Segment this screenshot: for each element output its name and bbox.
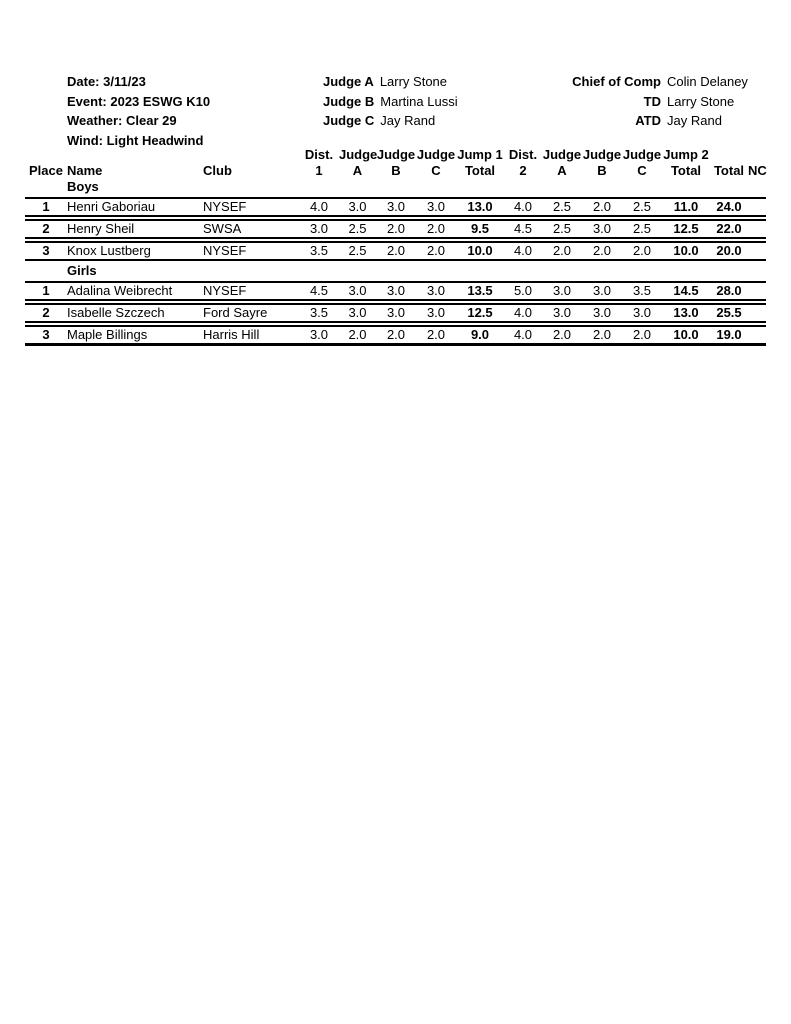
header-club-top (203, 147, 299, 163)
cell-judge-b1: 3.0 (386, 283, 406, 298)
judge-a (323, 72, 458, 92)
info-date (67, 72, 210, 92)
cell-jump2-total: 11.0 (673, 199, 699, 214)
cell-judge-c1: 2.0 (426, 243, 446, 258)
header-club: Club (203, 163, 232, 178)
results-table (25, 147, 766, 348)
header-jump2: Total (670, 163, 702, 178)
cell-jump1-total: 13.0 (467, 199, 493, 214)
cell-judge-b1: 3.0 (386, 305, 406, 320)
section-label-boys: Boys (67, 179, 99, 194)
header-total-top (710, 147, 748, 163)
cell-judge-b1: 2.0 (386, 221, 406, 236)
cell-club: SWSA (203, 221, 242, 236)
cell-nc (748, 306, 766, 320)
cell-name: Henri Gaboriau (67, 199, 156, 214)
td-value: Larry Stone (667, 93, 735, 109)
judge-c-value: Jay Rand (380, 113, 436, 128)
header-nc: NC (748, 163, 767, 178)
cell-nc (748, 244, 766, 258)
judge-a-label: Judge A (323, 74, 374, 89)
cell-judge-c2: 2.0 (632, 327, 652, 342)
cell-jump2-total: 14.5 (673, 283, 699, 298)
cell-dist1: 3.5 (309, 243, 329, 258)
cell-judge-a1: 2.5 (348, 221, 367, 236)
chief-of-comp-value: Colin Delaney (667, 74, 748, 89)
cell-dist2: 4.0 (513, 305, 533, 320)
cell-dist2: 5.0 (513, 283, 533, 298)
cell-judge-c1: 3.0 (426, 283, 446, 298)
cell-club: NYSEF (203, 243, 247, 258)
info-event (67, 92, 210, 112)
table-row (25, 241, 766, 261)
cell-club: Harris Hill (203, 327, 260, 342)
cell-dist1: 4.0 (309, 199, 329, 214)
header-dist1: 1 (315, 163, 323, 178)
cell-dist2: 4.0 (513, 243, 533, 258)
section-row-girls (25, 263, 766, 279)
cell-name: Henry Sheil (67, 221, 135, 236)
header-judge-c2: C (637, 163, 647, 178)
table-row (25, 197, 766, 217)
header-judge-b1-top: Judge (376, 147, 416, 162)
info-date-label: Date: (67, 74, 100, 89)
cell-judge-b1: 3.0 (386, 199, 406, 214)
cell-jump2-total: 10.0 (673, 243, 699, 258)
header-jump2-top: Jump 2 (663, 147, 709, 162)
cell-club: NYSEF (203, 199, 247, 214)
cell-name: Knox Lustberg (67, 243, 151, 258)
info-weather-value: Clear 29 (126, 113, 177, 128)
header-judge-b2-top: Judge (582, 147, 622, 162)
cell-dist1: 3.5 (309, 305, 329, 320)
cell-judge-a2: 2.0 (552, 243, 572, 258)
cell-dist2: 4.0 (513, 327, 533, 342)
cell-judge-a2: 2.5 (552, 221, 572, 236)
cell-jump1-total: 9.5 (470, 221, 490, 236)
cell-total: 28.0 (716, 283, 742, 298)
cell-place: 3 (42, 243, 50, 258)
cell-judge-c2: 2.5 (632, 221, 652, 236)
table-row (25, 219, 766, 239)
cell-dist2: 4.5 (513, 221, 533, 236)
section-row-boys (25, 179, 766, 195)
cell-dist1: 4.5 (309, 283, 329, 298)
header-name: Name (67, 163, 103, 178)
judge-a-value: Larry Stone (379, 74, 448, 89)
header-judge-b1: B (391, 163, 401, 178)
cell-judge-a1: 3.0 (348, 305, 367, 320)
header-judge-a1-top: Judge (339, 147, 378, 162)
cell-total: 24.0 (716, 199, 742, 214)
event-info-block (67, 72, 210, 150)
header-judge-c1-top: Judge (416, 147, 456, 162)
cell-nc (748, 328, 766, 342)
cell-judge-c2: 2.5 (632, 199, 652, 214)
section-label-girls: Girls (67, 263, 97, 278)
cell-judge-a2: 2.5 (552, 199, 572, 214)
chief-of-comp-label: Chief of Comp (572, 74, 661, 89)
header-place: Place (29, 163, 63, 178)
cell-judge-a2: 3.0 (552, 305, 572, 320)
cell-dist2: 4.0 (513, 199, 533, 214)
cell-judge-a2: 3.0 (552, 283, 572, 298)
table-header-row-2 (25, 163, 766, 179)
cell-jump2-total: 10.0 (673, 327, 699, 342)
cell-judge-a2: 2.0 (552, 327, 572, 342)
header-judge-a1: A (352, 163, 363, 178)
header-dist2-top: Dist. (508, 147, 538, 162)
cell-judge-b2: 3.0 (592, 305, 612, 320)
info-weather-label: Weather: (67, 113, 123, 128)
cell-judge-b2: 2.0 (592, 199, 612, 214)
header-judge-c2-top: Judge (622, 147, 662, 162)
cell-judge-b2: 3.0 (592, 221, 612, 236)
cell-total: 22.0 (716, 221, 742, 236)
info-weather (67, 111, 210, 131)
header-judge-c1: C (431, 163, 441, 178)
info-event-value: 2023 ESWG K10 (110, 93, 211, 109)
header-dist1-top: Dist. (304, 147, 334, 162)
judges-block (323, 72, 458, 131)
atd-official (530, 111, 748, 131)
table-row (25, 325, 766, 346)
cell-judge-a1: 2.0 (348, 327, 367, 342)
header-total: Total (713, 163, 745, 178)
cell-judge-c1: 2.0 (426, 327, 446, 342)
cell-nc (748, 200, 766, 214)
header-judge-a2-top: Judge (542, 147, 582, 162)
header-judge-b2: B (597, 163, 607, 178)
atd-value: Jay Rand (667, 113, 722, 128)
cell-club: NYSEF (203, 283, 247, 298)
cell-jump1-total: 13.5 (467, 283, 493, 298)
cell-judge-a1: 2.5 (348, 243, 367, 258)
header-nc-top (748, 147, 766, 163)
td-label: TD (643, 93, 661, 109)
info-date-value: 3/11/23 (103, 74, 146, 89)
judge-c (323, 111, 458, 131)
cell-judge-b1: 2.0 (386, 327, 406, 342)
judge-b-label: Judge B (323, 93, 375, 109)
judge-b (323, 92, 458, 112)
judge-c-label: Judge C (323, 113, 375, 128)
cell-place: 1 (42, 199, 50, 214)
cell-name: Maple Billings (67, 327, 148, 342)
cell-total: 20.0 (716, 243, 742, 258)
cell-jump1-total: 9.0 (470, 327, 490, 342)
judge-b-value: Martina Lussi (380, 93, 458, 109)
td-official (530, 92, 748, 112)
cell-judge-c1: 3.0 (426, 199, 446, 214)
header-jump1-top: Jump 1 (457, 147, 503, 162)
cell-judge-c1: 3.0 (426, 305, 446, 320)
cell-judge-c2: 3.5 (632, 283, 652, 298)
cell-place: 2 (42, 221, 50, 236)
cell-dist1: 3.0 (309, 221, 329, 236)
cell-judge-a1: 3.0 (348, 199, 367, 214)
cell-place: 1 (42, 283, 50, 298)
cell-name: Isabelle Szczech (67, 305, 165, 320)
info-event-label: Event: (67, 93, 107, 109)
cell-judge-a1: 3.0 (348, 283, 367, 298)
cell-judge-c1: 2.0 (426, 221, 446, 236)
header-name-top (67, 147, 203, 163)
cell-dist1: 3.0 (309, 327, 329, 342)
table-row (25, 303, 766, 323)
cell-judge-b2: 2.0 (592, 327, 612, 342)
table-header-row-1 (25, 147, 766, 163)
cell-judge-c2: 3.0 (632, 305, 652, 320)
cell-nc (748, 284, 766, 298)
table-row (25, 281, 766, 301)
officials-block (530, 72, 748, 131)
atd-label: ATD (635, 113, 661, 128)
cell-jump1-total: 10.0 (467, 243, 493, 258)
cell-nc (748, 222, 766, 236)
cell-judge-c2: 2.0 (632, 243, 652, 258)
cell-jump2-total: 13.0 (673, 305, 699, 320)
cell-place: 3 (42, 327, 50, 342)
header-jump1: Total (464, 163, 496, 178)
cell-jump1-total: 12.5 (467, 305, 493, 320)
cell-judge-b1: 2.0 (386, 243, 406, 258)
cell-club: Ford Sayre (203, 305, 268, 320)
cell-judge-b2: 3.0 (592, 283, 612, 298)
cell-total: 19.0 (716, 327, 742, 342)
cell-jump2-total: 12.5 (673, 221, 699, 236)
header-judge-a2: A (557, 163, 567, 178)
cell-total: 25.5 (716, 305, 742, 320)
info-wind-label: Wind: (67, 132, 103, 148)
cell-judge-b2: 2.0 (592, 243, 612, 258)
info-wind-value: Light Headwind (106, 132, 204, 148)
header-dist2: 2 (519, 163, 527, 178)
chief-of-comp (530, 72, 748, 92)
cell-name: Adalina Weibrecht (67, 283, 173, 298)
header-place-top (25, 147, 67, 163)
cell-place: 2 (42, 305, 50, 320)
